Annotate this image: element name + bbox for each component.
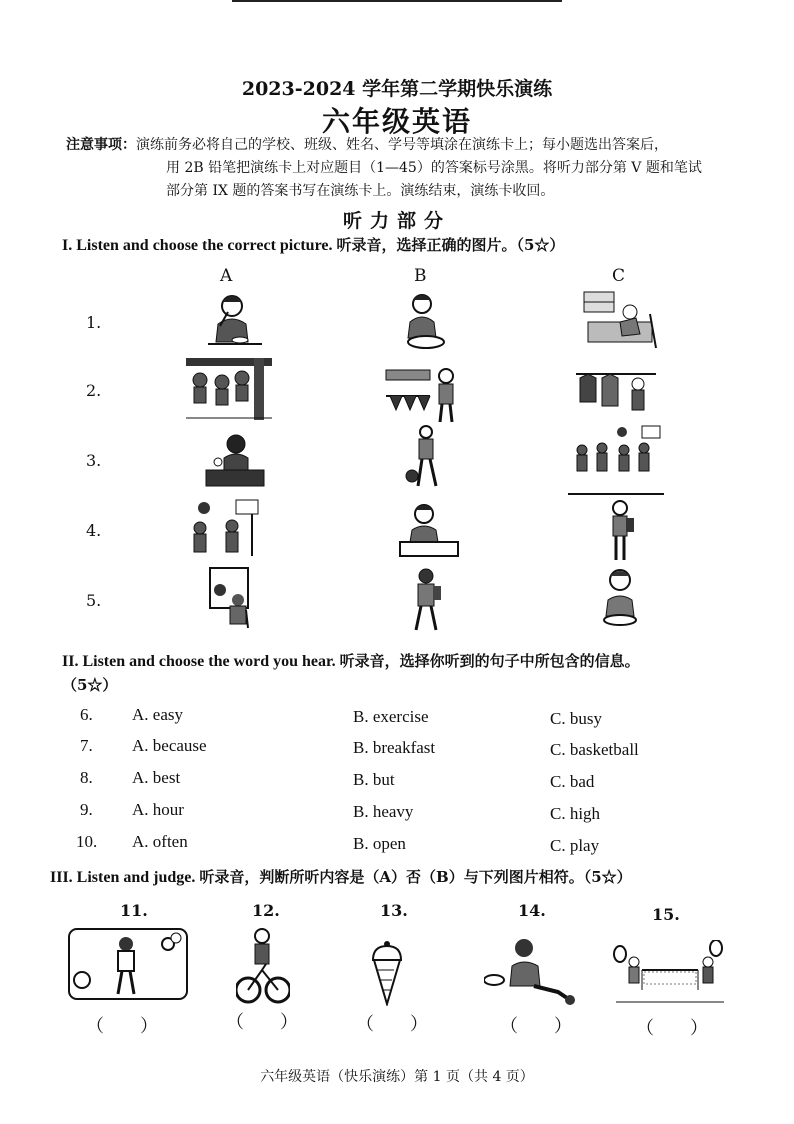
option-a[interactable]: A. best (132, 768, 181, 787)
section2-title-cn: 听录音，选择你听到的句子中所包含的信息。 (339, 652, 640, 670)
option-a[interactable]: A. hour (132, 800, 184, 819)
q3-picture-b-boy-basketball[interactable] (404, 424, 444, 494)
option-b[interactable]: B. exercise (353, 707, 429, 726)
question-number: 6. (80, 705, 93, 724)
q12-picture-girl-cycling[interactable] (236, 926, 290, 1006)
section1-title-en: I. Listen and choose the correct picture. (62, 237, 333, 254)
section2-score-label: （5☆） (62, 676, 118, 694)
page-footer: 六年级英语（快乐演练）第 1 页（共 4 页） (260, 1069, 534, 1085)
option-c[interactable]: C. basketball (550, 740, 639, 759)
notice-line3: 部分第 IX 题的答案书写在演练卡上。演练结束，演练卡收回。 (166, 183, 555, 199)
q13-picture-ice-cream[interactable] (370, 940, 404, 1006)
q2-picture-a-monkeys[interactable] (186, 358, 272, 420)
notice-label: 注意事项： (66, 137, 136, 153)
answer-blank[interactable]: （ ） (636, 1018, 708, 1039)
section1-title-cn: 听录音，选择正确的图片。（5☆） (336, 236, 565, 254)
question-number: 2. (86, 381, 102, 400)
answer-blank[interactable]: （ ） (500, 1016, 572, 1037)
notice-line1: 演练前务必将自己的学校、班级、姓名、学号等填涂在演练卡上；每小题选出答案后， (136, 137, 668, 153)
option-c[interactable]: C. play (550, 836, 600, 855)
question-number: 15. (652, 905, 680, 924)
question-number: 1. (86, 313, 102, 332)
question-number: 10. (76, 832, 98, 851)
question-number: 9. (80, 800, 93, 819)
q4-picture-b-girl-desk[interactable] (398, 500, 460, 560)
option-b[interactable]: B. heavy (353, 802, 414, 821)
section3-title (50, 866, 632, 887)
question-number: 14. (518, 901, 546, 920)
q4-picture-a-kids-ball[interactable] (186, 498, 266, 558)
option-c[interactable]: C. high (550, 804, 601, 823)
q11-picture-boy-football[interactable] (68, 928, 188, 1000)
q3-picture-a-pingpong[interactable] (204, 432, 266, 488)
section2-title-en: II. Listen and choose the word you hear. (62, 653, 336, 670)
section1-title (62, 234, 564, 255)
exam-title-line2: 六年级英语 (321, 105, 472, 138)
section2-title-score (62, 674, 117, 695)
option-a[interactable]: A. often (132, 832, 188, 851)
answer-blank[interactable]: （ ） (356, 1014, 428, 1035)
notice-block (66, 134, 756, 203)
q1-picture-a-girl-eating[interactable] (200, 290, 270, 352)
option-c[interactable]: C. busy (550, 709, 602, 728)
option-b[interactable]: B. but (353, 770, 395, 789)
q2-picture-c-shirts[interactable] (576, 370, 656, 416)
question-number: 8. (80, 768, 93, 787)
answer-blank[interactable]: （ ） (226, 1012, 298, 1033)
q2-picture-b-clothes-shop[interactable] (384, 366, 464, 424)
option-a[interactable]: A. easy (132, 705, 183, 724)
q4-picture-c-girl-backpack[interactable] (604, 498, 638, 564)
q14-picture-girl-sitting[interactable] (484, 936, 580, 1006)
q15-picture-badminton[interactable] (612, 940, 728, 1004)
q3-picture-c-team-basketball[interactable] (568, 424, 664, 496)
option-c[interactable]: C. bad (550, 772, 595, 791)
q1-picture-c-room-scene[interactable] (580, 288, 660, 352)
q1-picture-b-girl-washing[interactable] (396, 290, 452, 352)
q5-picture-a-window-kids[interactable] (208, 566, 252, 630)
column-c-label: C (612, 266, 626, 286)
q5-picture-b-boy-walking[interactable] (406, 566, 446, 634)
exam-title-line1: 2023-2024 学年第二学期快乐演练 (241, 78, 553, 100)
question-number: 13. (380, 901, 408, 920)
question-number: 12. (252, 901, 280, 920)
question-number: 7. (80, 736, 93, 755)
question-number: 5. (86, 591, 102, 610)
section2-title (62, 650, 640, 671)
part-title: 听力部分 (342, 210, 451, 232)
question-number: 3. (86, 451, 102, 470)
q5-picture-c-boy-eating[interactable] (596, 566, 646, 630)
column-a-label: A (220, 266, 233, 286)
notice-line2: 用 2B 铅笔把演练卡上对应题目（1—45）的答案标号涂黑。将听力部分第 V 题和笔试 (166, 160, 702, 176)
answer-blank[interactable]: （ ） (86, 1016, 158, 1037)
question-number: 11. (120, 901, 148, 920)
section3-title-cn: 听录音，判断所听内容是（A）否（B）与下列图片相符。（5☆） (199, 868, 632, 886)
section3-title-en: III. Listen and judge. (50, 869, 196, 886)
column-b-label: B (414, 266, 427, 286)
option-a[interactable]: A. because (132, 736, 207, 755)
question-number: 4. (86, 521, 102, 540)
top-rule (232, 0, 562, 2)
option-b[interactable]: B. breakfast (353, 738, 436, 757)
option-b[interactable]: B. open (353, 834, 406, 853)
